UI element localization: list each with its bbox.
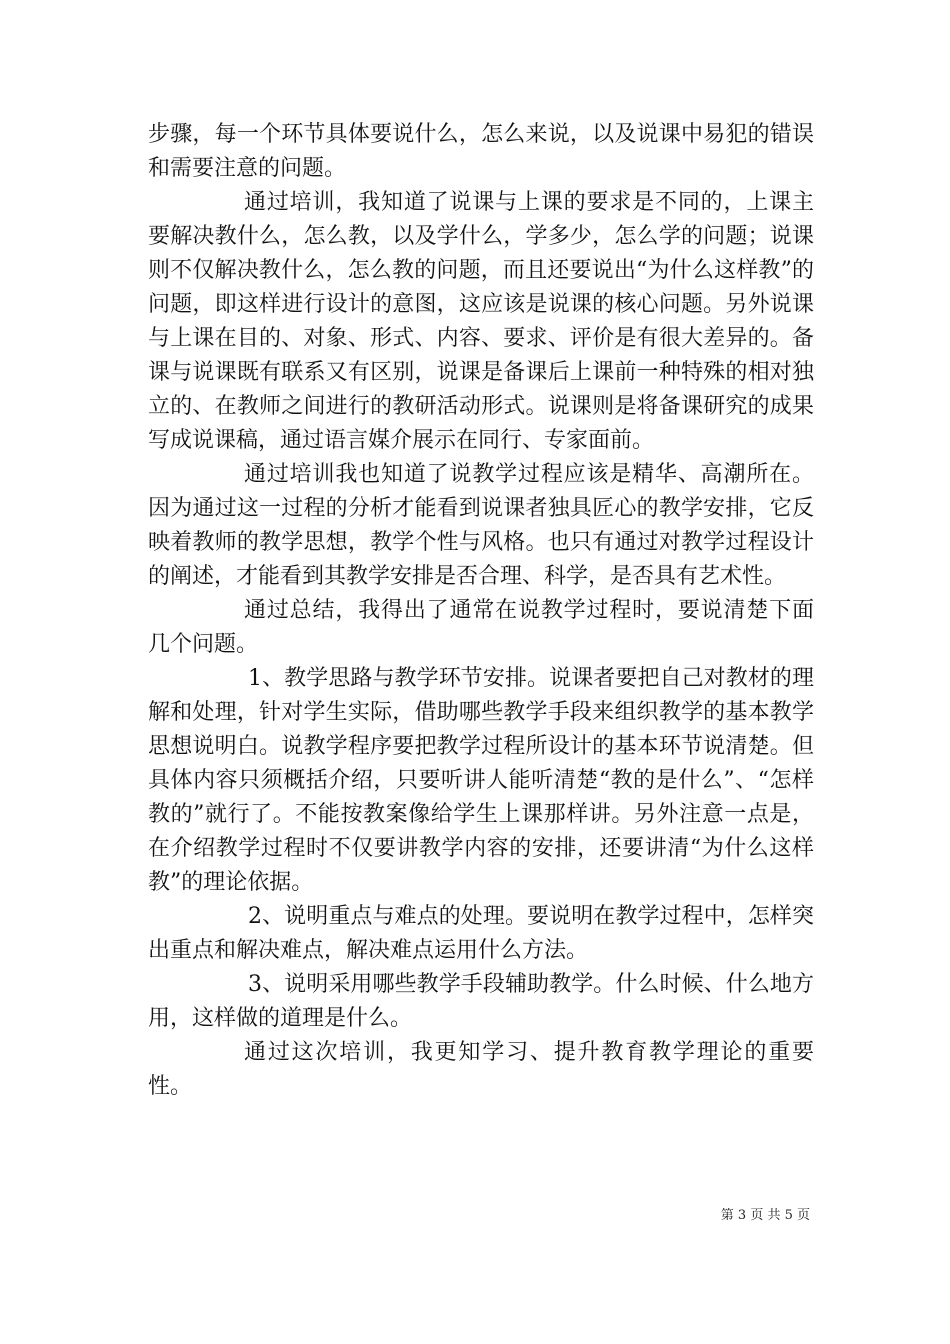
page-number-footer: 第 3 页 共 5 页: [720, 1208, 810, 1223]
paragraph-4: 通过总结，我得出了通常在说教学过程时，要说清楚下面几个问题。: [148, 598, 814, 657]
body-text: [148, 118, 814, 1104]
paragraph-2: 通过培训，我知道了说课与上课的要求是不同的，上课主要解决教什么，怎么教，以及学什么，学多少，怎么学的问题；说课则不仅解决教什么，怎么教的问题，而且还要说出“为什么这样教”的问题，即这样进行设计的意图，这应该是说课的核心问题。另外说课与上课在目的、对象、形式、内容、要求、评价是有很大差异的。备课与说课既有联系又有区别，说课是备课后上课前一种特殊的相对独立的、在教师之间进行的教研活动形式。说课则是将备课研究的成果写成说课稿，通过语言媒介展示在同行、专家面前。: [148, 190, 814, 453]
paragraph-7: 3、说明采用哪些教学手段辅助教学。什么时候、什么地方用，这样做的道理是什么。: [148, 972, 814, 1031]
paragraph-1: 步骤，每一个环节具体要说什么，怎么来说，以及说课中易犯的错误和需要注意的问题。: [148, 122, 814, 181]
paragraph-5: 1、教学思路与教学环节安排。说课者要把自己对教材的理解和处理，针对学生实际，借助哪些教学手段来组织教学的基本教学思想说明白。说教学程序要把教学过程所设计的基本环节说清楚。但具体内容只须概括介绍，只要听讲人能听清楚“教的是什么”、“怎样教的”就行了。不能按教案像给学生上课那样讲。另外注意一点是，在介绍教学过程时不仅要讲教学内容的安排，还要讲清“为什么这样教”的理论依据。: [148, 666, 814, 895]
paragraph-6: 2、说明重点与难点的处理。要说明在教学过程中，怎样突出重点和解决难点，解决难点运用什么方法。: [148, 904, 814, 963]
paragraph-8: 通过这次培训，我更知学习、提升教育教学理论的重要性。: [148, 1040, 814, 1099]
paragraph-3: 通过培训我也知道了说教学过程应该是精华、高潮所在。因为通过这一过程的分析才能看到说课者独具匠心的教学安排，它反映着教师的教学思想，教学个性与风格。也只有通过对教学过程设计的阐述，才能看到其教学安排是否合理、科学，是否具有艺术性。: [148, 462, 814, 589]
